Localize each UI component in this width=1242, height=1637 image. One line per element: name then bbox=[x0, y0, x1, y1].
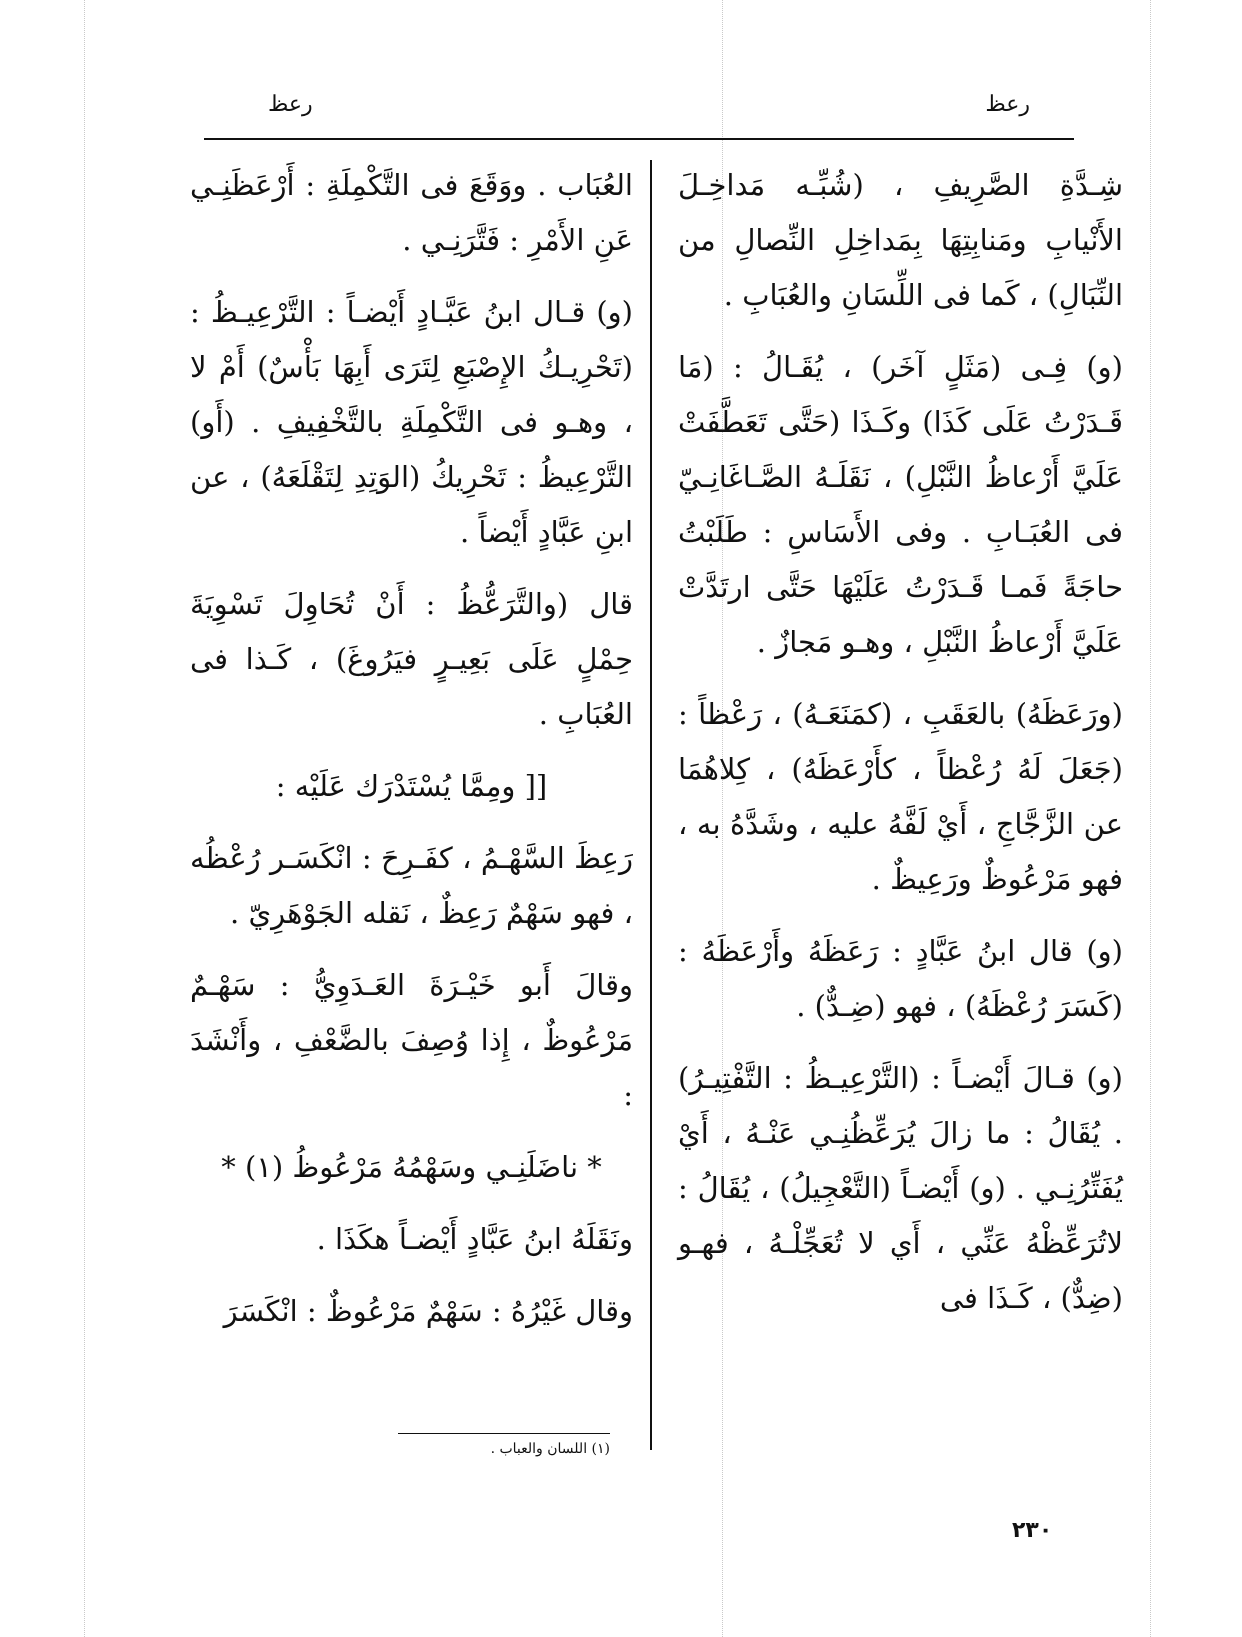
paragraph: (و) قال ابنُ عَبَّادٍ : رَعَظَهُ وأَرْعَظَهُ : (كَسَرَ رُعْظَهُ) ، فهو (ضِـدٌّ) . bbox=[678, 934, 1123, 1023]
footnote-rule bbox=[398, 1433, 610, 1434]
verse-line: * ناضَلَنِـي وسَهْمُهُ مَرْعُوظُ (١) * bbox=[221, 1150, 602, 1184]
scan-artifact-line bbox=[84, 0, 85, 1637]
footnote: (١) اللسان والعباب . bbox=[490, 1441, 610, 1457]
left-column bbox=[190, 158, 633, 1356]
paragraph: قال (والتَّرَعُّظُ : أَنْ تُحَاوِلَ تَسْوِيَةَ حِمْلٍ عَلَى بَعِيـرٍ فيَرُوغَ) ، كَـذا فى العُبَابِ . bbox=[190, 587, 633, 731]
paragraph: (ورَعَظَهُ) بالعَقَبِ ، (كمَنَعَـهُ) ، رَعْظاً : (جَعَلَ لَهُ رُعْظاً ، كأَرْعَظَهُ) ، كِلاهُمَا عن الزَّجَّاجِ ، أَيْ لَفَّهُ عليه ، وشَدَّهُ به ، فهو مَرْعُوظٌ ورَعِيظٌ . bbox=[678, 697, 1123, 896]
paragraph: شِـدَّةِ الصَّرِيفِ ، (شُبِّـه مَداخِـلَ الأَنْيابِ ومَنابِتِهَا بِمَداخِلِ النِّصالِ من النِّبَالِ) ، كَما فى اللِّسَانِ والعُبَابِ . bbox=[678, 168, 1123, 312]
paragraph: وقالَ أَبو خَيْـرَةَ العَـدَوِيُّ : سَهْـمٌ مَرْعُوظٌ ، إِذا وُصِفَ بالضَّعْفِ ، وأَنْشَدَ : bbox=[190, 968, 633, 1112]
paragraph: (و) قـالَ أَيْضـاً : (التَّرْعِيـظُ : التَّفْتِيـرُ) . يُقَالُ : ما زالَ يُرَعِّظُنِـي عَنْـهُ ، أَيْ يُفَتِّرُنِـي . (و) أَيْضـاً (التَّعْجِيلُ) ، يُقَالُ : لاتُرَعِّظْهُ عَنِّي ، أَي لا تُعَجِّلْـهُ ، فهـو (ضِدٌّ) ، كَـذَا فى bbox=[678, 1061, 1123, 1315]
paragraph: (و) قـال ابنُ عَبَّـادٍ أَيْضـاً : التَّرْعِيـظُ : (تَحْرِيـكُ الإِصْبَعِ لِتَرَى أَبِهَا بَأْسٌ) أَمْ لا ، وهـو فى التَّكْمِلَةِ بالتَّخْفِيفِ . (أَو) التَّرْعِيظُ : تَحْرِيكُ (الوَتِدِ لِتَقْلَعَهُ) ، عن ابنِ عَبَّادٍ أَيْضاً . bbox=[190, 295, 633, 549]
running-header-left: رعظ bbox=[268, 92, 313, 117]
paragraph: العُبَاب . ووَقَعَ فى التَّكْمِلَةِ : أَرْعَظَنِـي عَنِ الأَمْرِ : فَتَّرَنِـي . bbox=[190, 168, 633, 257]
paragraph: ونَقَلَهُ ابنُ عَبَّادٍ أَيْضـاً هكَذَا . bbox=[316, 1222, 633, 1256]
paragraph: وقال غَيْرُهُ : سَهْمٌ مَرْعُوظٌ : انْكَسَرَ bbox=[223, 1294, 633, 1328]
section-heading: [[ ومِمَّا يُسْتَدْرَك عَلَيْه : bbox=[275, 769, 548, 803]
paragraph: رَعِظَ السَّهْـمُ ، كفَـرِحَ : انْكَسَـر رُعْظُه ، فهو سَهْمٌ رَعِظٌ ، نَقله الجَوْهَرِيّ . bbox=[190, 841, 633, 930]
right-column bbox=[678, 158, 1123, 1343]
scan-artifact-line bbox=[1150, 0, 1151, 1637]
page-number: ٢٣٠ bbox=[1012, 1518, 1053, 1543]
column-divider bbox=[650, 160, 652, 1450]
running-header-right: رعظ bbox=[985, 92, 1030, 117]
paragraph: (و) فِـى (مَثَلٍ آخَر) ، يُقَـالُ : (مَا قَـدَرْتُ عَلَى كَذَا) وكَـذَا (حَتَّى تَعَطَّفَتْ عَلَيَّ أَرْعاظُ النَّبْلِ) ، نَقَلَـهُ الصَّـاغَانِـيّ فى العُبَـابِ . وفى الأَسَاسِ : طَلَبْتُ حاجَةً فَمـا قَـدَرْتُ عَلَيْهَا حَتَّى ارتَدَّتْ عَلَيَّ أَرْعاظُ النَّبْلِ ، وهـو مَجازٌ . bbox=[678, 350, 1123, 659]
header-rule bbox=[204, 138, 1074, 140]
